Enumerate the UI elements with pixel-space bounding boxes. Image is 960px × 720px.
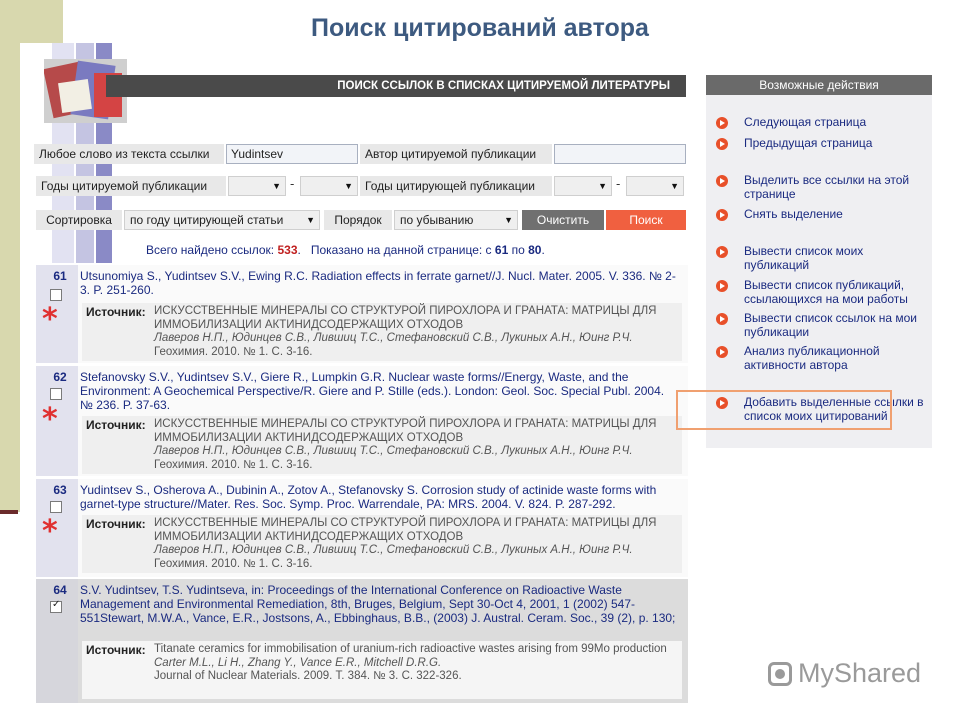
source-journal: Геохимия. 2010. № 1. С. 3-16.: [154, 345, 313, 358]
watermark-text: MyShared: [798, 658, 922, 688]
result-reference[interactable]: S.V. Yudintsev, T.S. Yudintseva, in: Proceedings of the International Conference on Radioactive Waste Management and Environmental Remediation, 8th, Bruges, Belgium, Sept 30-Oct 4, 2001, 1 (2002) 547-551Stewart, M.W.A., Vance, E.R., Jostsons, A., Ebbinghaus, B.B., (2003) J. Austral. Ceram. Soc., 39 (2), p. 130;: [80, 583, 676, 625]
result-source: [82, 303, 682, 361]
arrow-right-icon: [716, 280, 728, 292]
found-count: 533: [277, 243, 298, 257]
cited-year-from-select[interactable]: [228, 176, 286, 196]
asterisk-icon: *: [42, 514, 58, 549]
slide-title: Поиск цитирований автора: [311, 14, 649, 42]
watermark-logo: [768, 658, 921, 689]
action-label: Вывести список ссылок на мои публикации: [744, 311, 917, 339]
result-source: [82, 416, 682, 474]
order-label: Порядок: [324, 210, 392, 230]
highlight-frame: [676, 390, 892, 430]
asterisk-icon: *: [42, 302, 58, 337]
search-button[interactable]: Поиск: [606, 210, 686, 230]
range-dash: -: [290, 177, 295, 191]
source-authors: Лаверов Н.П., Юдинцев С.В., Лившиц Т.С., Стефановский С.В., Лукиных А.Н., Юинг Р.Ч.: [154, 445, 633, 457]
sort-label: Сортировка: [36, 210, 122, 230]
source-text: [154, 418, 674, 472]
arrow-right-icon: [716, 313, 728, 325]
any-word-label: Любое слово из текста ссылки: [34, 144, 224, 164]
chevron-down-icon: ▼: [670, 181, 679, 191]
source-title[interactable]: ИСКУССТВЕННЫЕ МИНЕРАЛЫ СО СТРУКТУРОЙ ПИРОХЛОРА И ГРАНАТА: МАТРИЦЫ ДЛЯ ИММОБИЛИЗАЦИИ АКТИНИДСОДЕРЖАЩИХ ОТХОДОВ: [154, 418, 657, 444]
chevron-down-icon: ▼: [306, 215, 315, 225]
result-left-column: [36, 579, 78, 703]
chevron-down-icon: ▼: [344, 181, 353, 191]
source-authors: Лаверов Н.П., Юдинцев С.В., Лившиц Т.С., Стефановский С.В., Лукиных А.Н., Юинг Р.Ч.: [154, 332, 633, 344]
citing-year-from-select[interactable]: [554, 176, 612, 196]
result-reference[interactable]: Yudintsev S., Osherova A., Dubinin A., Zotov A., Stefanovsky S. Corrosion study of actinide waste forms with garnet-type structure//Mater. Res. Soc. Symp. Proc. Warrendale, PA: MRS. 2004. V. 824. P. 287-292.: [80, 483, 657, 511]
action-label: Анализ публикационной активности автора: [744, 344, 880, 372]
actions-header: Возможные действия: [706, 75, 932, 95]
source-authors: Лаверов Н.П., Юдинцев С.В., Лившиц Т.С., Стефановский С.В., Лукиных А.Н., Юинг Р.Ч.: [154, 544, 633, 556]
source-label: Источник:: [86, 517, 146, 531]
source-label: Источник:: [86, 418, 146, 432]
action-label: Добавить выделенные ссылки в список моих цитирований: [744, 395, 924, 423]
result-number[interactable]: 62: [53, 370, 67, 384]
clear-button[interactable]: Очистить: [522, 210, 604, 230]
result-checkbox[interactable]: [50, 388, 62, 400]
author-label: Автор цитируемой публикации: [360, 144, 552, 164]
result-checkbox[interactable]: [50, 289, 62, 301]
chevron-down-icon: ▼: [598, 181, 607, 191]
citing-years-label: Годы цитирующей публикации: [360, 176, 552, 196]
action-label: Вывести список моих публикаций: [744, 244, 864, 272]
any-word-input[interactable]: Yudintsev: [226, 144, 358, 164]
sort-value: по году цитирующей статьи: [130, 213, 284, 227]
order-select[interactable]: [394, 210, 518, 230]
action-label: Вывести список публикаций, ссылающихся на мои работы: [744, 278, 908, 306]
action-label: Снять выделение: [744, 207, 843, 221]
screenshot-area: [20, 43, 940, 715]
range-dash: -: [616, 177, 621, 191]
result-reference[interactable]: Stefanovsky S.V., Yudintsev S.V., Giere R., Lumpkin G.R. Nuclear waste forms//Energy, Waste, and the Environment: A Geochemical Perspective/R. Giere and P. Stille (eds.). London: Geol. Soc. Special Publ. 2004. № 236. P. 37-63.: [80, 370, 665, 412]
chevron-down-icon: ▼: [272, 181, 281, 191]
search-header: ПОИСК ССЫЛОК В СПИСКАХ ЦИТИРУЕМОЙ ЛИТЕРАТУРЫ: [106, 75, 686, 97]
source-text: [154, 517, 674, 571]
arrow-right-icon: [716, 209, 728, 221]
result-checkbox[interactable]: [50, 601, 62, 613]
source-authors: Carter M.L., Li H., Zhang Y., Vance E.R., Mitchell D.R.G.: [154, 656, 442, 669]
result-number[interactable]: 63: [53, 483, 67, 497]
author-input[interactable]: [554, 144, 686, 164]
result-number[interactable]: 61: [53, 269, 67, 283]
result-reference[interactable]: Utsunomiya S., Yudintsev S.V., Ewing R.C. Radiation effects in ferrate garnet//J. Nucl. Mater. 2005. V. 336. № 2-3. P. 251-260.: [80, 269, 676, 297]
source-journal: Journal of Nuclear Materials. 2009. Т. 384. № 3. С. 322-326.: [154, 670, 462, 682]
chevron-down-icon: ▼: [504, 215, 513, 225]
result-number[interactable]: 64: [53, 583, 67, 597]
sort-select[interactable]: [124, 210, 320, 230]
source-text: [154, 305, 674, 359]
arrow-right-icon: [716, 246, 728, 258]
arrow-right-icon: [716, 138, 728, 150]
range-to: 80: [528, 243, 542, 257]
asterisk-icon: *: [42, 402, 58, 437]
source-journal: Геохимия. 2010. № 1. С. 3-16.: [154, 557, 313, 570]
arrow-right-icon: [716, 117, 728, 129]
slide-accent-rule: [0, 510, 18, 514]
found-label: Всего найдено ссылок:: [146, 243, 275, 257]
source-label: Источник:: [86, 643, 146, 657]
result-source: [82, 641, 682, 699]
action-label: Следующая страница: [744, 115, 867, 129]
result-checkbox[interactable]: [50, 501, 62, 513]
result-source: [82, 515, 682, 573]
cited-years-label: Годы цитируемой публикации: [36, 176, 226, 196]
arrow-right-icon: [716, 346, 728, 358]
source-title[interactable]: ИСКУССТВЕННЫЕ МИНЕРАЛЫ СО СТРУКТУРОЙ ПИРОХЛОРА И ГРАНАТА: МАТРИЦЫ ДЛЯ ИММОБИЛИЗАЦИИ АКТИНИДСОДЕРЖАЩИХ ОТХОДОВ: [154, 305, 657, 331]
cited-year-to-select[interactable]: [300, 176, 358, 196]
order-value: по убыванию: [400, 213, 474, 227]
logo-icon: [768, 662, 792, 686]
action-label: Выделить все ссылки на этой странице: [744, 173, 910, 201]
range-from: 61: [494, 243, 509, 257]
source-title[interactable]: Titanate ceramics for immobilisation of uranium-rich radioactive wastes arising from 99Mo production: [154, 643, 667, 655]
source-journal: Геохимия. 2010. № 1. С. 3-16.: [154, 458, 313, 471]
shown-label: Показано на данной странице: с: [310, 243, 492, 257]
source-title[interactable]: ИСКУССТВЕННЫЕ МИНЕРАЛЫ СО СТРУКТУРОЙ ПИРОХЛОРА И ГРАНАТА: МАТРИЦЫ ДЛЯ ИММОБИЛИЗАЦИИ АКТИНИДСОДЕРЖАЩИХ ОТХОДОВ: [154, 517, 657, 543]
source-text: [154, 643, 674, 684]
citing-year-to-select[interactable]: [626, 176, 684, 196]
source-label: Источник:: [86, 305, 146, 319]
range-to-label: по: [511, 243, 525, 257]
arrow-right-icon: [716, 175, 728, 187]
action-label: Предыдущая страница: [744, 136, 873, 150]
results-summary: Всего найдено ссылок: 533. Показано на данной странице: с 61 по 80.: [146, 243, 545, 257]
